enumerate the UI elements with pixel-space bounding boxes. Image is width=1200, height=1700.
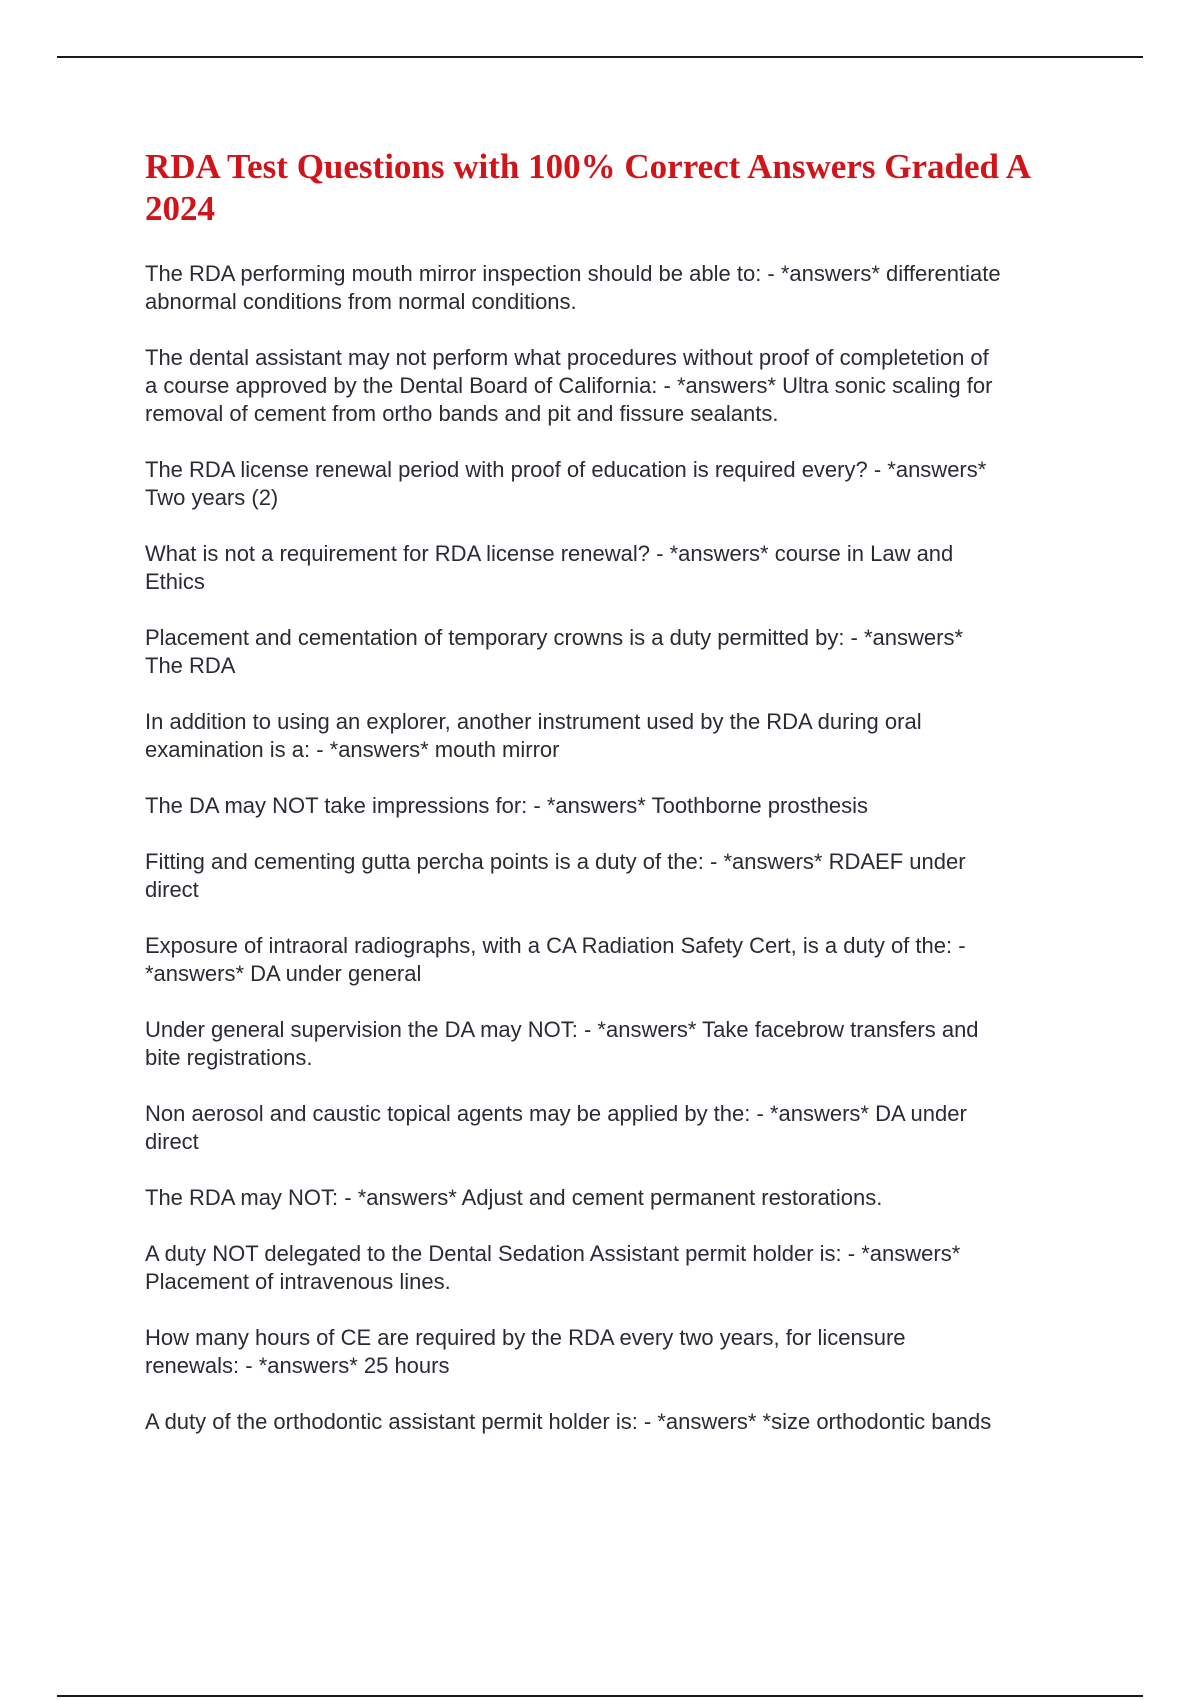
qa-item: In addition to using an explorer, another instrument used by the RDA during oral examination is a: - *answers* mouth mirror — [145, 709, 922, 762]
qa-item: The RDA may NOT: - *answers* Adjust and cement permanent restorations. — [145, 1185, 883, 1210]
qa-item: The RDA license renewal period with proof of education is required every? - *answers* Two years (2) — [145, 457, 987, 510]
document-title: RDA Test Questions with 100% Correct Answers Graded A 2024 — [145, 147, 1030, 228]
bottom-rule — [57, 1695, 1143, 1697]
qa-item: A duty NOT delegated to the Dental Sedation Assistant permit holder is: - *answers* Placement of intravenous lines. — [145, 1241, 961, 1294]
qa-item: What is not a requirement for RDA license renewal? - *answers* course in Law and Ethics — [145, 541, 954, 594]
top-rule — [57, 56, 1143, 58]
qa-item: Under general supervision the DA may NOT: - *answers* Take facebrow transfers and bite registrations. — [145, 1017, 979, 1070]
question-answer-list — [145, 260, 1100, 1436]
qa-item: Exposure of intraoral radiographs, with a CA Radiation Safety Cert, is a duty of the: - *answers* DA under general — [145, 933, 966, 986]
qa-item: Fitting and cementing gutta percha points is a duty of the: - *answers* RDAEF under direct — [145, 849, 966, 902]
qa-item: How many hours of CE are required by the RDA every two years, for licensure renewals: - *answers* 25 hours — [145, 1325, 906, 1378]
qa-item: Non aerosol and caustic topical agents may be applied by the: - *answers* DA under direct — [145, 1101, 967, 1154]
qa-item: Placement and cementation of temporary crowns is a duty permitted by: - *answers* The RDA — [145, 625, 964, 678]
qa-item: The DA may NOT take impressions for: - *answers* Toothborne prosthesis — [145, 793, 869, 818]
qa-item: The RDA performing mouth mirror inspection should be able to: - *answers* differentiate abnormal conditions from normal conditions. — [145, 261, 1001, 314]
document-content — [145, 146, 1100, 1464]
qa-item: A duty of the orthodontic assistant permit holder is: - *answers* *size orthodontic bands — [145, 1409, 992, 1434]
qa-item: The dental assistant may not perform what procedures without proof of completetion of a course approved by the Dental Board of California: - *answers* Ultra sonic scaling for removal of cement from ortho bands and pit and fissure sealants. — [145, 345, 993, 426]
